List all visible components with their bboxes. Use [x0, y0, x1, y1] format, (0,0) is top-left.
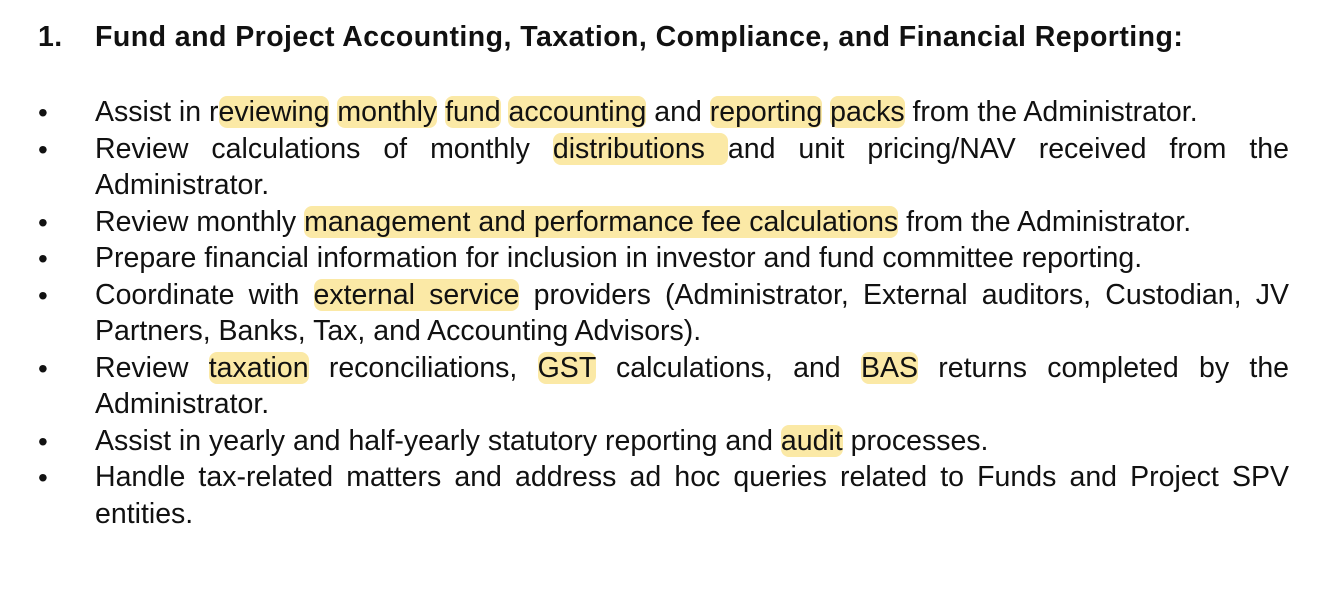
highlighted-text: external service: [313, 278, 520, 311]
highlighted-text: accounting: [508, 96, 647, 128]
list-item-text: [95, 240, 1289, 277]
list-item-text: [95, 459, 1289, 532]
highlighted-text: GST: [537, 351, 596, 384]
bullet-icon: •: [38, 97, 48, 128]
text-run: and unit pricing/NAV received from the Administrator.: [95, 132, 1289, 201]
list-item: [0, 204, 1317, 241]
list-item: [0, 423, 1317, 460]
text-run: reconciliations,: [308, 351, 538, 384]
highlighted-text: fund: [445, 96, 501, 128]
list-item-text: [95, 204, 1289, 241]
bullet-icon: •: [38, 243, 48, 274]
text-run: from the Administrator.: [898, 205, 1192, 238]
list-item-text: [95, 131, 1289, 204]
list-item: [0, 459, 1317, 532]
text-run: from the Administrator.: [904, 96, 1198, 128]
bullet-icon: •: [38, 425, 48, 457]
section-heading: [38, 18, 1290, 56]
highlighted-text: audit: [780, 424, 843, 457]
text-run: Coordinate with: [95, 278, 314, 311]
list-item: [0, 131, 1317, 204]
highlighted-text: management and performance fee calculations: [304, 205, 899, 238]
bullet-icon: •: [38, 279, 48, 311]
text-run: Review monthly: [95, 205, 305, 238]
text-run: Review calculations of monthly: [95, 132, 553, 165]
highlighted-text: reporting: [709, 96, 823, 128]
text-run: processes.: [842, 424, 989, 457]
bullet-icon: •: [38, 352, 48, 384]
list-item: [0, 350, 1317, 423]
text-run: Assist in yearly and half-yearly statutory reporting and: [95, 424, 781, 457]
highlighted-text: packs: [830, 96, 905, 128]
text-run: Assist in r: [95, 96, 219, 128]
bullet-icon: •: [38, 462, 48, 493]
list-item: [0, 240, 1317, 277]
list-item-text: [95, 94, 1289, 131]
text-run: providers (Administrator, External auditors, Custodian, JV Partners, Banks, Tax, and Accounting Advisors).: [95, 278, 1289, 347]
text-run: and: [646, 96, 710, 128]
bullet-list: [0, 94, 1317, 532]
list-item: [0, 277, 1317, 350]
list-item-text: [95, 350, 1289, 423]
list-item-text: [95, 423, 1289, 460]
list-item-text: [95, 277, 1289, 350]
text-run: [437, 96, 445, 128]
text-run: Handle tax-related matters and address ad hoc queries related to Funds and Project SPV entities.: [95, 461, 1289, 530]
section-title: Fund and Project Accounting, Taxation, Compliance, and Financial Reporting:: [95, 21, 1184, 53]
text-run: returns completed by the Administrator.: [95, 351, 1290, 420]
section-number: 1.: [38, 21, 63, 53]
text-run: Review: [95, 351, 209, 384]
list-item: [0, 94, 1317, 131]
highlighted-text: eviewing: [218, 96, 330, 128]
text-run: calculations, and: [595, 351, 861, 384]
bullet-icon: •: [38, 206, 48, 238]
highlighted-text: distributions: [552, 132, 728, 165]
highlighted-text: monthly: [337, 96, 438, 128]
bullet-icon: •: [38, 133, 48, 165]
highlighted-text: taxation: [208, 351, 309, 384]
text-run: Prepare financial information for inclusion in investor and fund committee reporting.: [95, 242, 1143, 274]
highlighted-text: BAS: [860, 351, 918, 384]
text-run: [822, 96, 830, 128]
